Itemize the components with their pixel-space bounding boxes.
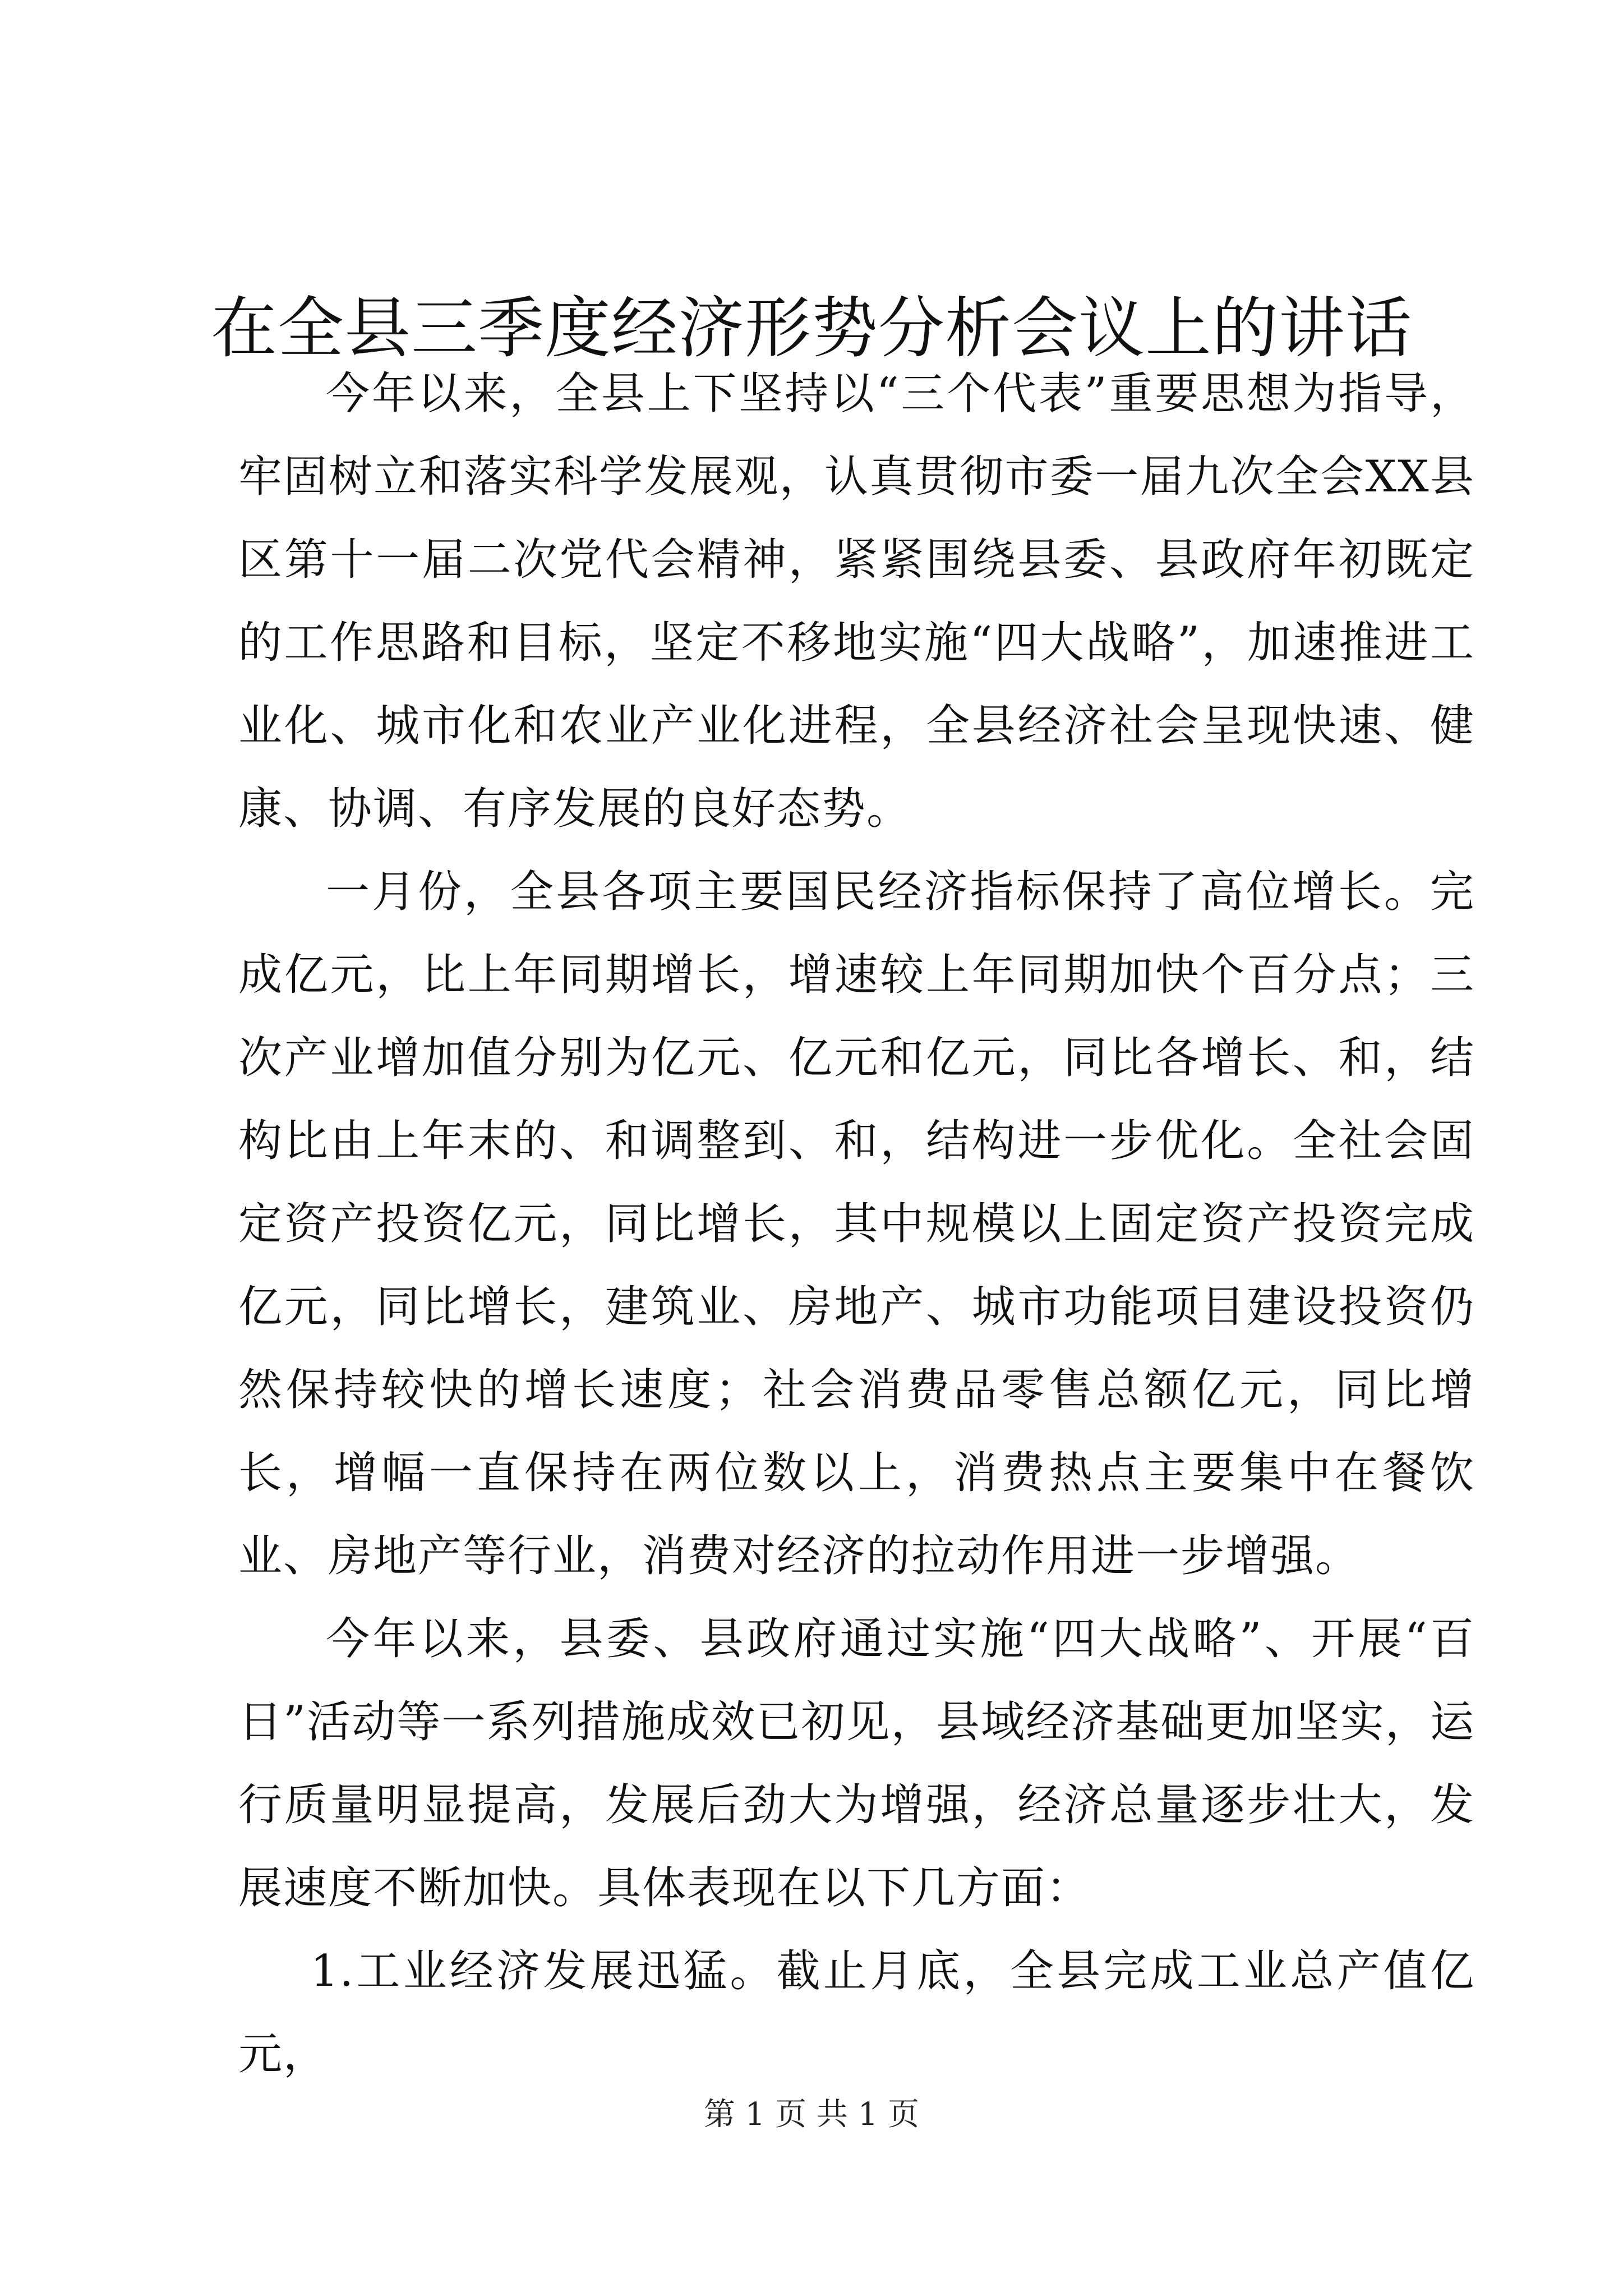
paragraph-indicators: 一月份，全县各项主要国民经济指标保持了高位增长。完成亿元，比上年同期增长，增速较上年同期加快个百分点；三次产业增加值分别为亿元、亿元和亿元，同比各增长、和，结构比由上年末的、和调整到、和，结构进一步优化。全社会固定资产投资亿元，同比增长，其中规模以上固定资产投资完成亿元，同比增长，建筑业、房地产、城市功能项目建设投资仍然保持较快的增长速度；社会消费品零售总额亿元，同比增长，增幅一直保持在两位数以上，消费热点主要集中在餐饮业、房地产等行业，消费对经济的拉动作用进一步增强。 [238,867,1475,1581]
page-footer: 第 1 页 共 1 页 [703,2096,920,2133]
paragraph-measures: 今年以来，县委、县政府通过实施“四大战略”、开展“百日”活动等一系列措施成效已初见，县域经济基础更加坚实，运行质量明显提高，发展后劲大为增强，经济总量逐步壮大，发展速度不断加快。具体表现在以下几方面： [238,1614,1475,1913]
document-title: 在全县三季度经济形势分析会议上的讲话 [210,289,1412,367]
paragraph-intro: 今年以来，全县上下坚持以“三个代表”重要思想为指导，牢固树立和落实科学发展观，认真贯彻市委一届九次全会XX县区第十一届二次党代会精神，紧紧围绕县委、县政府年初既定的工作思路和目标，坚定不移地实施“四大战略”，加速推进工业化、城市化和农业产业化进程，全县经济社会呈现快速、健康、协调、有序发展的良好态势。 [238,369,1475,834]
document-body [238,352,1475,2096]
paragraph-industry: 1.工业经济发展迅猛。截止月底，全县完成工业总产值亿元， [238,1946,1475,2079]
